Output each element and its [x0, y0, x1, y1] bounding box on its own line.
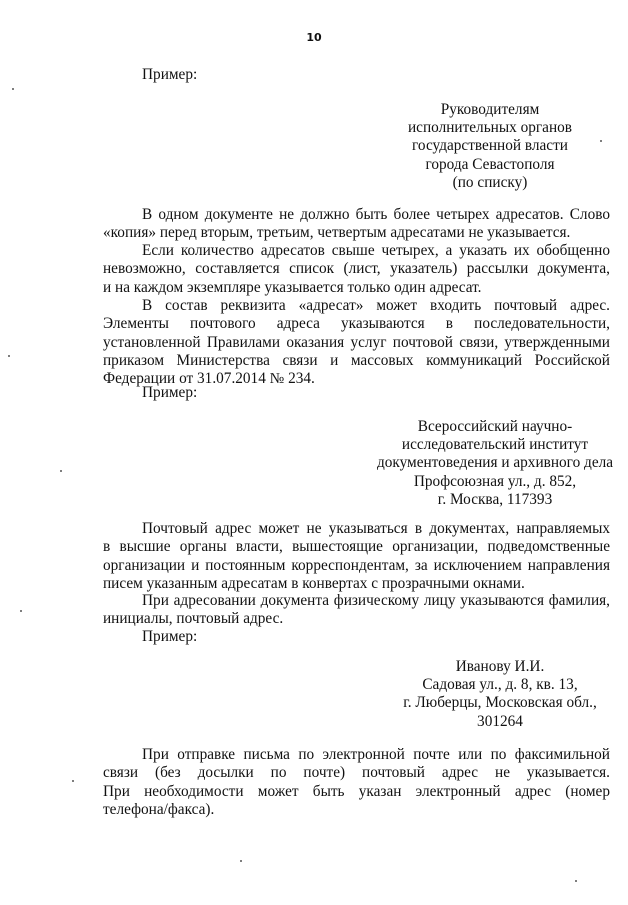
scan-speck [8, 355, 10, 357]
address-line: государственной власти [412, 137, 568, 155]
address-line: Садовая ул., д. 8, кв. 13, [422, 676, 578, 694]
paragraph-3 [103, 297, 610, 388]
scan-speck [60, 470, 62, 472]
scan-speck [20, 610, 22, 612]
text-line: При отправке письма по электронной почте или по факсимильной [142, 746, 610, 763]
paragraph-6 [103, 746, 610, 819]
address-line: Профсоюзная ул., д. 852, [413, 472, 577, 490]
addressee-block-1 [390, 101, 590, 192]
text-line: организации и постоянным корреспондентам, за исключением направления [103, 556, 610, 574]
text-line: При необходимости может быть указан электронный адрес (номер [103, 782, 610, 800]
paragraph-1 [103, 206, 610, 243]
address-line: исполнительных органов [407, 119, 573, 137]
address-line: г. Москва, 117393 [437, 490, 553, 508]
scan-speck [12, 88, 14, 90]
address-line: Всероссийский научно- [417, 418, 573, 435]
scan-speck [72, 780, 74, 782]
text-line: В состав реквизита «адресат» может входить почтовый адрес. [142, 297, 610, 314]
addressee-block-2 [365, 418, 625, 509]
text-line: Элементы почтового адреса указываются в последовательности, [103, 315, 610, 333]
address-line: Иванову И.И. [455, 658, 545, 675]
address-line: г. Люберцы, Московская обл., [403, 694, 597, 712]
address-line: документоведения и архивного дела [376, 454, 614, 472]
paragraph-5 [103, 592, 610, 629]
text-line: и на каждом экземпляре указывается только один адресат. [103, 278, 482, 296]
text-line: связи (без досылки по почте) почтовый адрес не указывается. [103, 764, 610, 782]
example-label-2: Пример: [142, 384, 198, 401]
paragraph-4 [103, 520, 610, 593]
text-line: в высшие органы власти, вышестоящие организации, подведомственные [103, 538, 610, 556]
scan-speck [575, 880, 577, 882]
scan-speck [600, 140, 602, 142]
text-line: писем указанным адресатам в конвертах с прозрачными окнами. [103, 574, 525, 592]
text-line: Почтовый адрес может не указываться в документах, направляемых [142, 520, 610, 537]
paragraph-2 [103, 242, 610, 297]
text-line: невозможно, составляется список (лист, указатель) рассылки документа, [103, 260, 610, 278]
text-line: установленной Правилами оказания услуг почтовой связи, утвержденными [103, 333, 610, 351]
text-line: телефона/факса). [103, 800, 215, 818]
text-line: Федерации от 31.07.2014 № 234. [103, 370, 315, 388]
address-line: Руководителям [440, 101, 540, 118]
text-line: Если количество адресатов свыше четырех, а указать их обобщенно [142, 242, 610, 259]
text-line: инициалы, почтовый адрес. [103, 610, 284, 628]
example-label-1: Пример: [142, 66, 198, 83]
page-number: 10 [306, 31, 322, 44]
addressee-block-3 [380, 658, 620, 731]
text-line: приказом Министерства связи и массовых коммуникаций Российской [103, 351, 610, 369]
scan-speck [240, 860, 242, 862]
example-label-3: Пример: [142, 628, 198, 645]
text-line: «копия» перед вторым, третьим, четвертым адресатами не указывается. [103, 224, 571, 242]
address-line: города Севастополя [425, 155, 555, 173]
text-line: В одном документе не должно быть более четырех адресатов. Слово [142, 206, 610, 223]
address-line: 301264 [477, 712, 523, 730]
address-line: (по списку) [452, 173, 528, 191]
address-line: исследовательский институт [401, 436, 589, 454]
text-line: При адресовании документа физическому лицу указываются фамилия, [142, 592, 610, 609]
